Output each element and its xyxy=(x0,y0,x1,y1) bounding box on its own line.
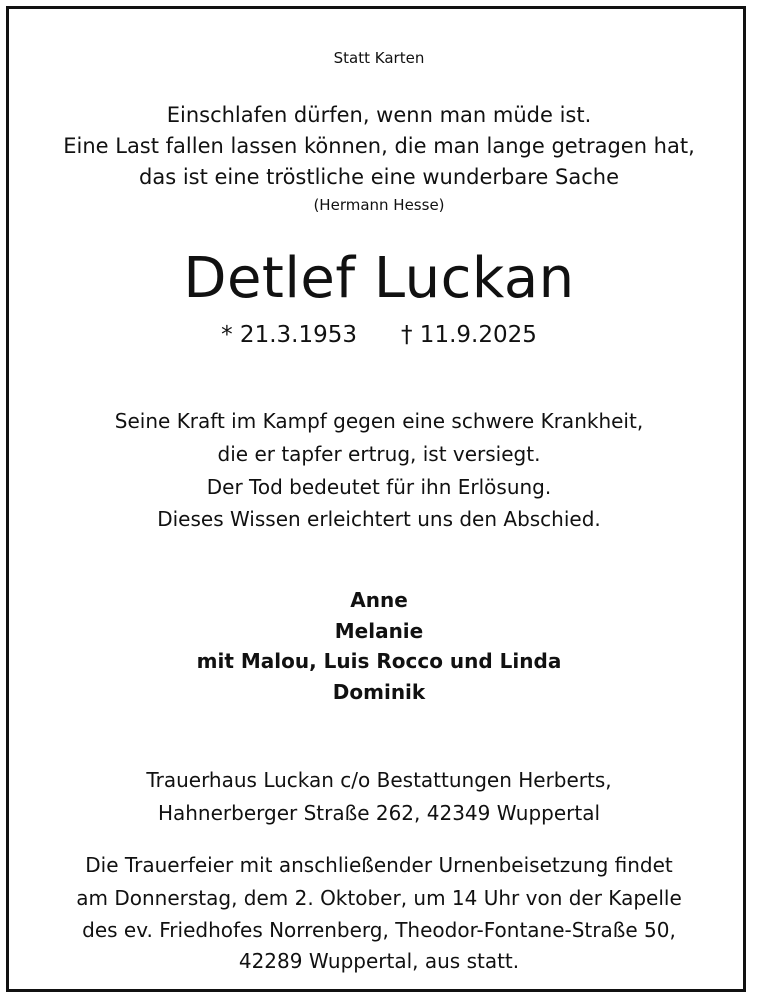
message-line-2: die er tapfer ertrug, ist versiegt. xyxy=(217,442,541,466)
mourner-name: Dominik xyxy=(332,680,426,704)
statt-karten-label: Statt Karten xyxy=(333,49,425,67)
ceremony-line-2: am Donnerstag, dem 2. Oktober, um 14 Uhr von der Kapelle xyxy=(76,886,682,910)
address-line-1: Trauerhaus Luckan c/o Bestattungen Herberts, xyxy=(146,768,612,792)
quote-line-1: Einschlafen dürfen, wenn man müde ist. xyxy=(166,103,592,127)
message-line-1: Seine Kraft im Kampf gegen eine schwere Krankheit, xyxy=(114,409,644,433)
mourner-name: Anne xyxy=(350,588,408,612)
mourner-name: mit Malou, Luis Rocco und Linda xyxy=(196,649,562,673)
deceased-name: Detlef Luckan xyxy=(183,246,575,311)
ceremony-line-3: des ev. Friedhofes Norrenberg, Theodor-Fontane-Straße 50, xyxy=(82,918,676,942)
quote-author: (Hermann Hesse) xyxy=(313,196,445,214)
birth-date: * 21.3.1953 xyxy=(221,322,357,348)
death-date: † 11.9.2025 xyxy=(401,322,537,348)
message-line-3: Der Tod bedeutet für ihn Erlösung. xyxy=(206,475,552,499)
quote-line-2: Eine Last fallen lassen können, die man lange getragen hat, xyxy=(63,134,695,158)
address-line-2: Hahnerberger Straße 262, 42349 Wuppertal xyxy=(157,801,601,825)
ceremony-line-4: 42289 Wuppertal, aus statt. xyxy=(238,949,520,973)
mourner-name: Melanie xyxy=(334,619,424,643)
message-line-4: Dieses Wissen erleichtert uns den Abschied. xyxy=(157,507,601,531)
ceremony-line-1: Die Trauerfeier mit anschließender Urnenbeisetzung findet xyxy=(85,853,673,877)
quote-line-3: das ist eine tröstliche eine wunderbare Sache xyxy=(139,165,619,189)
life-dates xyxy=(0,322,758,348)
